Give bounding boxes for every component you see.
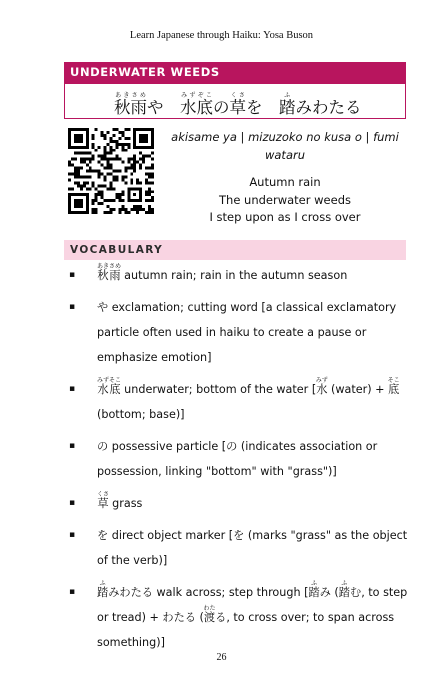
ruby-word: 踏ふ: [308, 580, 320, 599]
ruby-word: 踏ふ: [279, 92, 296, 117]
vocab-item: ▪ や exclamation; cutting word [a classical exclamatory particle often used in haiku to create a pause or emphasize emotion]: [66, 295, 410, 370]
translation-line-3: I step upon as I cross over: [209, 210, 361, 224]
ruby-word: 秋雨あきさめ: [97, 263, 122, 282]
bullet-icon: ▪: [69, 302, 76, 312]
bullet-icon: ▪: [69, 441, 76, 451]
vocabulary-heading: VOCABULARY: [64, 240, 406, 260]
ruby-word: 底そこ: [387, 377, 400, 396]
vocab-item: ▪ 草くさ grass: [66, 491, 410, 516]
bullet-icon: ▪: [69, 270, 76, 280]
ruby-word: 水底みずそこ: [97, 377, 122, 396]
vocabulary-list: [66, 263, 410, 662]
vocab-item: ▪ を direct object marker [を (marks "grass" as the object of the verb)]: [66, 523, 410, 573]
bullet-icon: ▪: [69, 530, 76, 540]
bullet-icon: ▪: [69, 587, 76, 597]
haiku-japanese: 秋雨あきさめや 水底みずぞこの草くさを 踏ふみわたる: [114, 92, 362, 117]
haiku-translation: [162, 174, 408, 227]
translation-line-2: The underwater weeds: [219, 192, 351, 207]
bullet-icon: ▪: [69, 384, 76, 394]
ruby-word: 踏ふ: [338, 580, 350, 599]
page-number: 26: [216, 652, 227, 663]
ruby-word: 水みず: [315, 377, 328, 396]
bullet-icon: ▪: [69, 498, 76, 508]
translation-line-1: Autumn rain: [249, 175, 321, 189]
ruby-word: 草くさ: [97, 491, 110, 510]
vocab-item: ▪ 踏ふみわたる walk across; step through [踏ふみ (踏ふむ, to step or tread) + わたる (渡わたる, to cross over; to span across something)]: [69, 580, 408, 649]
running-head: Learn Japanese through Haiku: Yosa Buson: [129, 30, 314, 41]
vocab-item: ▪ 秋雨あきさめ autumn rain; rain in the autumn season: [66, 263, 410, 288]
ruby-word: 渡わた: [203, 605, 216, 624]
ruby-word: 草くさ: [229, 92, 246, 117]
ruby-word: 水底みずぞこ: [180, 92, 213, 117]
vocab-item: ▪ 水底みずそこ underwater; bottom of the water [水みず (water) + 底そこ (bottom; base)]: [69, 377, 400, 421]
vocab-item: ▪ の possessive particle [の (indicates association or possession, linking "bottom" with "grass")]: [66, 434, 410, 484]
qr-code-icon[interactable]: [68, 128, 154, 214]
haiku-title: UNDERWATER WEEDS: [64, 62, 406, 83]
ruby-word: 秋雨あきさめ: [114, 92, 147, 117]
ruby-word: 踏ふ: [97, 580, 109, 599]
haiku-romaji: akisame ya | mizuzoko no kusa o | fumi wataru: [171, 130, 399, 162]
